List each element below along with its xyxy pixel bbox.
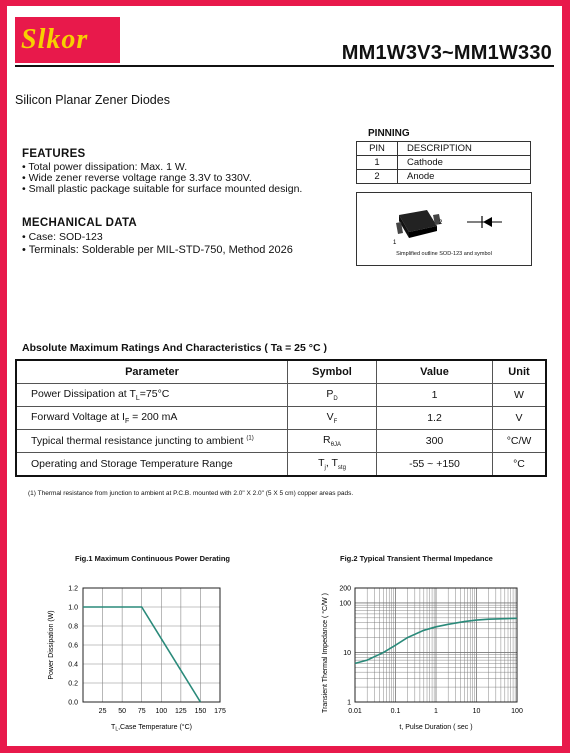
desc-col-header: DESCRIPTION [398,142,531,156]
x-tick-label: 10 [472,708,481,715]
x-tick-label: 0.01 [348,708,362,715]
x-tick-label: 75 [137,708,146,715]
product-subtitle: Silicon Planar Zener Diodes [15,93,170,107]
ratings-footnote: (1) Thermal resistance from junction to ambient at P.C.B. mounted with 2.0" X 2.0" (5 X 5 cm) copper areas pads. [28,490,354,497]
features-heading: FEATURES [22,148,86,160]
mechanical-item: • Terminals: Solderable per MIL-STD-750, Method 2026 [22,244,293,256]
table-row: 1 Cathode [357,156,531,170]
y-tick-label: 1.0 [68,604,78,612]
pinning-heading: PINNING [368,128,410,139]
y-tick-label: 10 [343,649,351,657]
x-tick-label: 1 [434,708,438,715]
y-tick-label: 1 [347,699,351,707]
x-axis-label: $T_L,Case$ Temperature (°C) [111,724,192,733]
pin-col-header: PIN [357,142,398,156]
ratings-table [15,359,547,477]
svg-text:1: 1 [393,240,397,246]
x-tick-label: 0.1 [390,708,401,715]
y-tick-label: 200 [339,585,351,593]
table-row: Operating and Storage Temperature Range $T_j$, $T_{stg}$ -55 ~ +150 °C [16,453,546,477]
feature-item: • Total power dissipation: Max. 1 W. [22,161,188,173]
y-axis-label: Power Dissipation (W) [48,610,55,680]
fig1-title: Fig.1 Maximum Continuous Power Derating [75,554,231,563]
package-caption: Simplified outline SOD-123 and symbol [396,251,492,257]
fig2-title: Fig.2 Typical Transient Thermal Impedance [340,554,493,563]
y-tick-label: 1.2 [68,585,78,593]
x-tick-label: 175 [214,708,226,715]
ratings-heading: Absolute Maximum Ratings And Characteristics ( Ta = 25 °C ) [22,342,327,354]
svg-text:2: 2 [439,220,443,226]
datasheet-page [7,6,562,746]
feature-item: • Wide zener reverse voltage range 3.3V to 330V. [22,172,252,184]
table-row: 2 Anode [357,170,531,184]
x-tick-label: 150 [194,708,207,715]
x-tick-label: 50 [118,708,127,715]
table-row: Forward Voltage at $I_F = 200$ mA $V_F$ 1.2 V [16,407,546,430]
header-divider [15,65,554,67]
mechanical-item: • Case: SOD-123 [22,231,103,243]
pinning-table [356,141,531,184]
fig1-power-derating-chart [35,568,250,733]
table-row: Power Dissipation at $T_L=75^\circ C$ $P_D$ 1 W [16,384,546,407]
y-tick-label: 0.2 [68,680,78,688]
part-number-title: MM1W3V3~MM1W330 [341,42,552,64]
x-tick-label: 25 [98,708,107,715]
y-tick-label: 0.0 [68,699,78,707]
package-outline-box [356,192,532,266]
diode-symbol-icon [467,216,502,228]
col-value: Value [377,360,493,384]
y-tick-label: 0.8 [68,623,78,631]
brand-logo: Slkor [15,17,120,63]
y-tick-label: 0.4 [68,661,78,669]
fig2-thermal-impedance-chart [307,568,527,733]
mechanical-heading: MECHANICAL DATA [22,217,138,229]
x-tick-label: 125 [175,708,187,715]
feature-item: • Small plastic package suitable for surface mounted design. [22,183,303,195]
y-tick-label: 100 [339,600,351,608]
x-tick-label: 100 [511,708,523,715]
x-axis-label: t, Pulse Duration ( sec ) [399,724,473,731]
col-parameter: Parameter [16,360,288,384]
table-row: Typical thermal resistance juncting to ambient $^{(1)}$ $R_{\theta JA}$ 300 °C/W [16,430,546,453]
col-symbol: Symbol [288,360,377,384]
x-tick-label: 100 [155,708,168,715]
y-axis-label: Transient Thermal Impedance ( °C/W ) [322,593,329,713]
col-unit: Unit [493,360,547,384]
y-tick-label: 0.6 [68,642,78,650]
